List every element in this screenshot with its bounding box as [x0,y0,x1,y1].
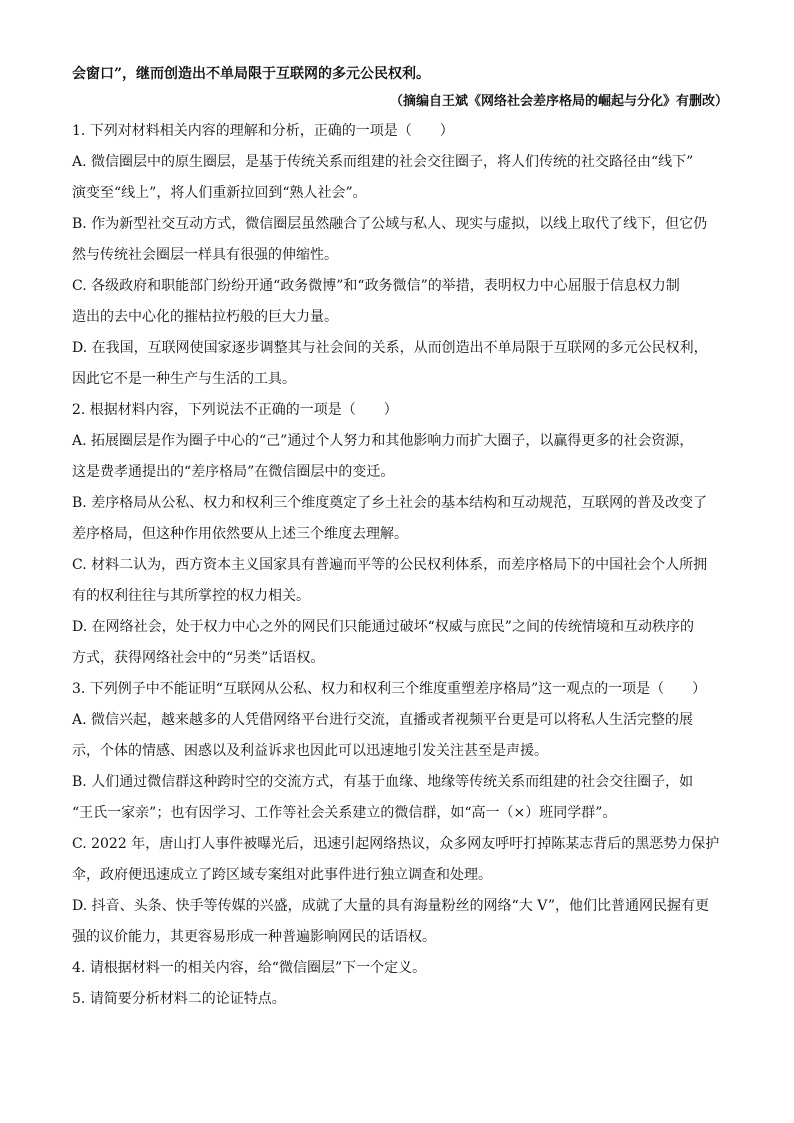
option-line: 强的议价能力，其更容易形成一种普遍影响网民的话语权。 [72,929,436,945]
option-line: 示，个体的情感、困惑以及利益诉求也因此可以迅速地引发关注甚至是声援。 [72,743,548,759]
option-line: D. 抖音、头条、快手等传媒的兴盛，成就了大量的具有海量粉丝的网络“大 V”，他们比普通网民握有更 [72,898,710,914]
option-line: 这是费孝通提出的“差序格局”在微信圈层中的变迁。 [72,464,395,480]
option-line: A. 拓展圈层是作为圈子中心的“己”通过个人努力和其他影响力而扩大圈子，以赢得更多的社会资源， [72,433,694,449]
question-5-stem: 5. 请简要分析材料二的论证特点。 [72,991,286,1007]
question-2-option-d [72,612,722,674]
option-line: B. 作为新型社交互动方式，微信圈层虽然融合了公域与私人、现实与虚拟，以线上取代了线下，但它仍 [72,216,708,232]
option-line: A. 微信圈层中的原生圈层，是基于传统关系而组建的社会交往圈子，将人们传统的社交路径由“线下” [72,154,694,170]
option-line: 然与传统社会圈层一样具有很强的伸缩性。 [72,247,338,263]
question-3-option-d [72,891,722,953]
source-citation: （摘编自王斌《网络社会差序格局的崛起与分化》有删改） [389,94,728,109]
question-2-option-a [72,426,722,488]
question-1-option-a [72,147,722,209]
question-2-stem: 2. 根据材料内容，下列说法不正确的一项是（ ） [72,402,398,418]
question-1-option-b [72,209,722,271]
option-line: C. 2022 年，唐山打人事件被曝光后，迅速引起网络热议，众多网友呼吁打掉陈某志背后的黑恶势力保护 [72,836,720,852]
question-3-option-a [72,705,722,767]
document-page [72,60,728,1015]
option-line: A. 微信兴起，越来越多的人凭借网络平台进行交流，直播或者视频平台更是可以将私人生活完整的展 [72,712,694,728]
question-3-option-b [72,767,722,829]
question-1-stem: 1. 下列对材料相关内容的理解和分析，正确的一项是（ ） [72,123,454,139]
question-4-stem: 4. 请根据材料一的相关内容，给“微信圈层”下一个定义。 [72,960,427,976]
option-line: 方式，获得网络社会中的“另类”话语权。 [72,650,325,666]
intro-continuation: 会窗口”，继而创造出不单局限于互联网的多元公民权利。 [72,66,431,82]
question-3-stem: 3. 下列例子中不能证明“互联网从公私、权力和权利三个维度重塑差序格局”这一观点的一项是（ ） [72,681,707,697]
question-1-option-c [72,271,722,333]
option-line: B. 差序格局从公私、权力和权利三个维度奠定了乡土社会的基本结构和互动规范，互联网的普及改变了 [72,495,708,511]
question-1-option-d [72,333,722,395]
option-line: 演变至“线上”，将人们重新拉回到“熟人社会”。 [72,185,367,201]
option-line: 有的权利往往与其所掌控的权力相关。 [72,588,310,604]
option-line: B. 人们通过微信群这种跨时空的交流方式，有基于血缘、地缘等传统关系而组建的社会交往圈子，如 [72,774,694,790]
option-line: 因此它不是一种生产与生活的工具。 [72,371,296,387]
option-line: “王氏一家亲”；也有因学习、工作等社会关系建立的微信群，如“高一（×）班同学群”。 [72,805,617,821]
option-line: 造出的去中心化的摧枯拉朽般的巨大力量。 [72,309,338,325]
option-line: D. 在网络社会，处于权力中心之外的网民们只能通过破坏“权威与庶民”之间的传统情境和互动秩序的 [72,619,694,635]
option-line: D. 在我国，互联网使国家逐步调整其与社会间的关系，从而创造出不单局限于互联网的多元公民权利， [72,340,708,356]
question-3-option-c [72,829,722,891]
question-2-option-b [72,488,722,550]
option-line: 伞，政府便迅速成立了跨区域专案组对此事件进行独立调查和处理。 [72,867,492,883]
option-line: C. 材料二认为，西方资本主义国家具有普遍而平等的公民权利体系，而差序格局下的中国社会个人所拥 [72,557,708,573]
option-line: C. 各级政府和职能部门纷纷开通“政务微博”和“政务微信”的举措，表明权力中心屈服于信息权力制 [72,278,680,294]
option-line: 差序格局，但这种作用依然要从上述三个维度去理解。 [72,526,408,542]
question-2-option-c [72,550,722,612]
